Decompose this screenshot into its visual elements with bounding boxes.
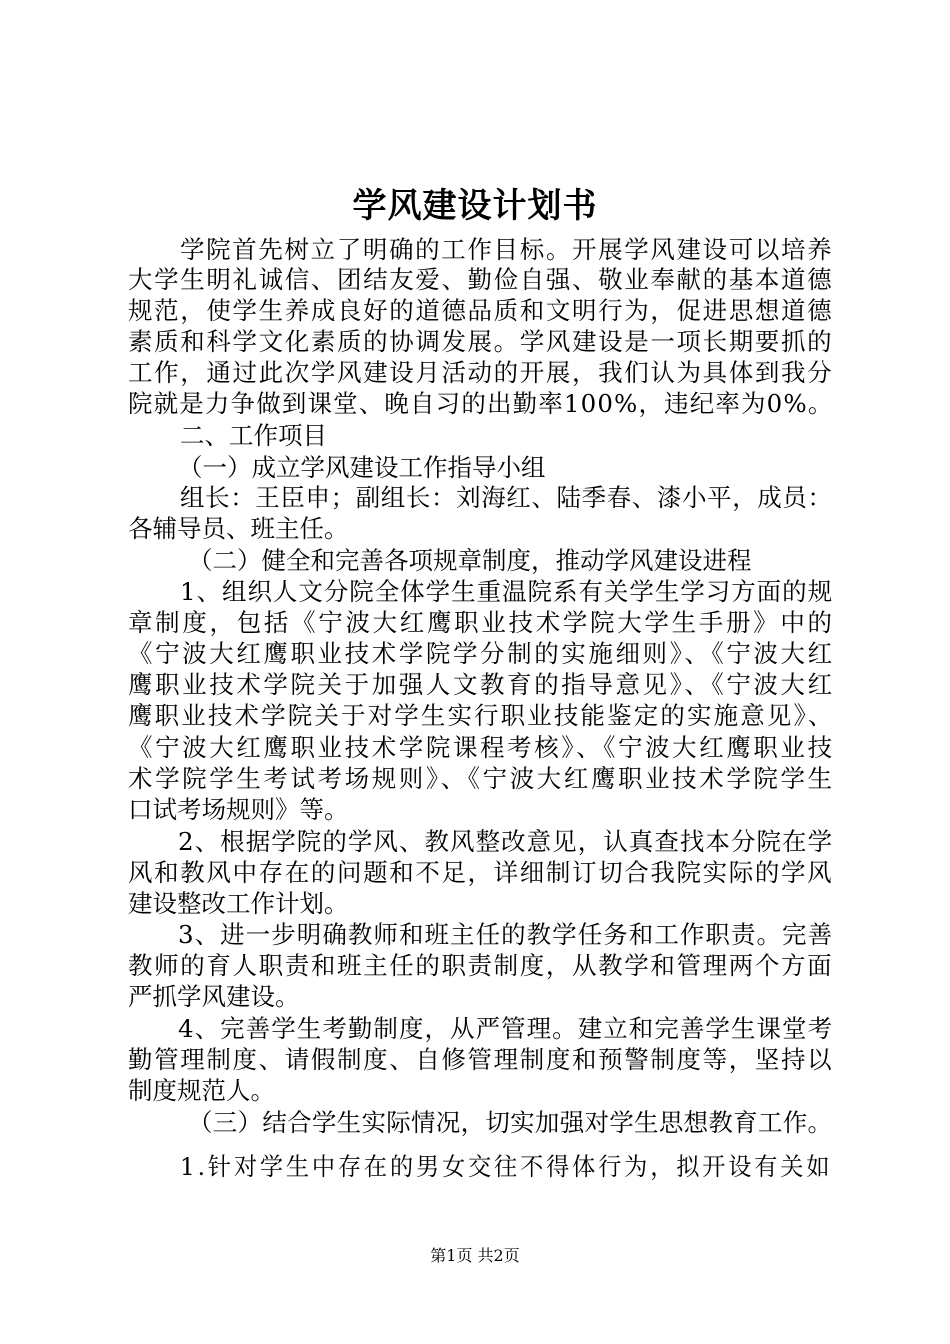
text-line: 1、组织人文分院全体学生重温院系有关学生学习方面的规 bbox=[180, 577, 834, 606]
text-line: 院就是力争做到课堂、晚自习的出勤率100%，违纪率为0%。 bbox=[128, 389, 834, 418]
text-line: 鹰职业技术学院关于加强人文教育的指导意见》、《宁波大红 bbox=[128, 670, 835, 699]
text-line: 4、完善学生考勤制度，从严管理。建立和完善学生课堂考 bbox=[178, 1014, 834, 1043]
text-line: 1.针对学生中存在的男女交往不得体行为，拟开设有关如 bbox=[180, 1152, 833, 1181]
text-line: 鹰职业技术学院关于对学生实行职业技能鉴定的实施意见》、 bbox=[128, 701, 835, 730]
text-line: 教师的育人职责和班主任的职责制度，从教学和管理两个方面 bbox=[128, 951, 834, 980]
text-line: 口试考场规则》等。 bbox=[128, 795, 349, 824]
text-line: 各辅导员、班主任。 bbox=[128, 514, 349, 543]
text-line: 建设整改工作计划。 bbox=[128, 889, 349, 918]
text-line: 2、根据学院的学风、教风整改意见，认真查找本分院在学 bbox=[178, 827, 834, 856]
text-line: 《宁波大红鹰职业技术学院课程考核》、《宁波大红鹰职业技 bbox=[128, 733, 835, 762]
text-line: 术学院学生考试考场规则》、《宁波大红鹰职业技术学院学生 bbox=[128, 764, 835, 793]
text-line: 3、进一步明确教师和班主任的教学任务和工作职责。完善 bbox=[178, 920, 834, 949]
text-line: 工作，通过此次学风建设月活动的开展，我们认为具体到我分 bbox=[128, 358, 834, 387]
text-line: 章制度，包括《宁波大红鹰职业技术学院大学生手册》中的 bbox=[128, 608, 835, 637]
subsection-heading: （一）成立学风建设工作指导小组 bbox=[178, 453, 546, 482]
page-footer: 第1页 共2页 bbox=[430, 1246, 520, 1265]
document-title: 学风建设计划书 bbox=[352, 186, 598, 226]
text-line: 规范，使学生养成良好的道德品质和文明行为，促进思想道德 bbox=[128, 296, 834, 325]
text-line: 风和教风中存在的问题和不足，详细制订切合我院实际的学风 bbox=[128, 858, 834, 887]
text-line: 组长：王臣申；副组长：刘海红、陆季春、漆小平，成员： bbox=[180, 483, 833, 512]
section-heading: 二、工作项目 bbox=[180, 421, 327, 450]
text-line: 素质和科学文化素质的协调发展。学风建设是一项长期要抓的 bbox=[128, 327, 834, 356]
text-line: 大学生明礼诚信、团结友爱、勤俭自强、敬业奉献的基本道德 bbox=[128, 265, 834, 294]
subsection-heading: （二）健全和完善各项规章制度，推动学风建设进程 bbox=[188, 546, 752, 575]
text-line: 制度规范人。 bbox=[128, 1076, 275, 1105]
text-line: 严抓学风建设。 bbox=[128, 982, 300, 1011]
subsection-heading: （三）结合学生实际情况，切实加强对学生思想教育工作。 bbox=[188, 1108, 833, 1137]
text-line: 学院首先树立了明确的工作目标。开展学风建设可以培养 bbox=[180, 235, 834, 264]
text-line: 《宁波大红鹰职业技术学院学分制的实施细则》、《宁波大红 bbox=[128, 639, 835, 668]
text-line: 勤管理制度、请假制度、自修管理制度和预警制度等，坚持以 bbox=[128, 1045, 834, 1074]
